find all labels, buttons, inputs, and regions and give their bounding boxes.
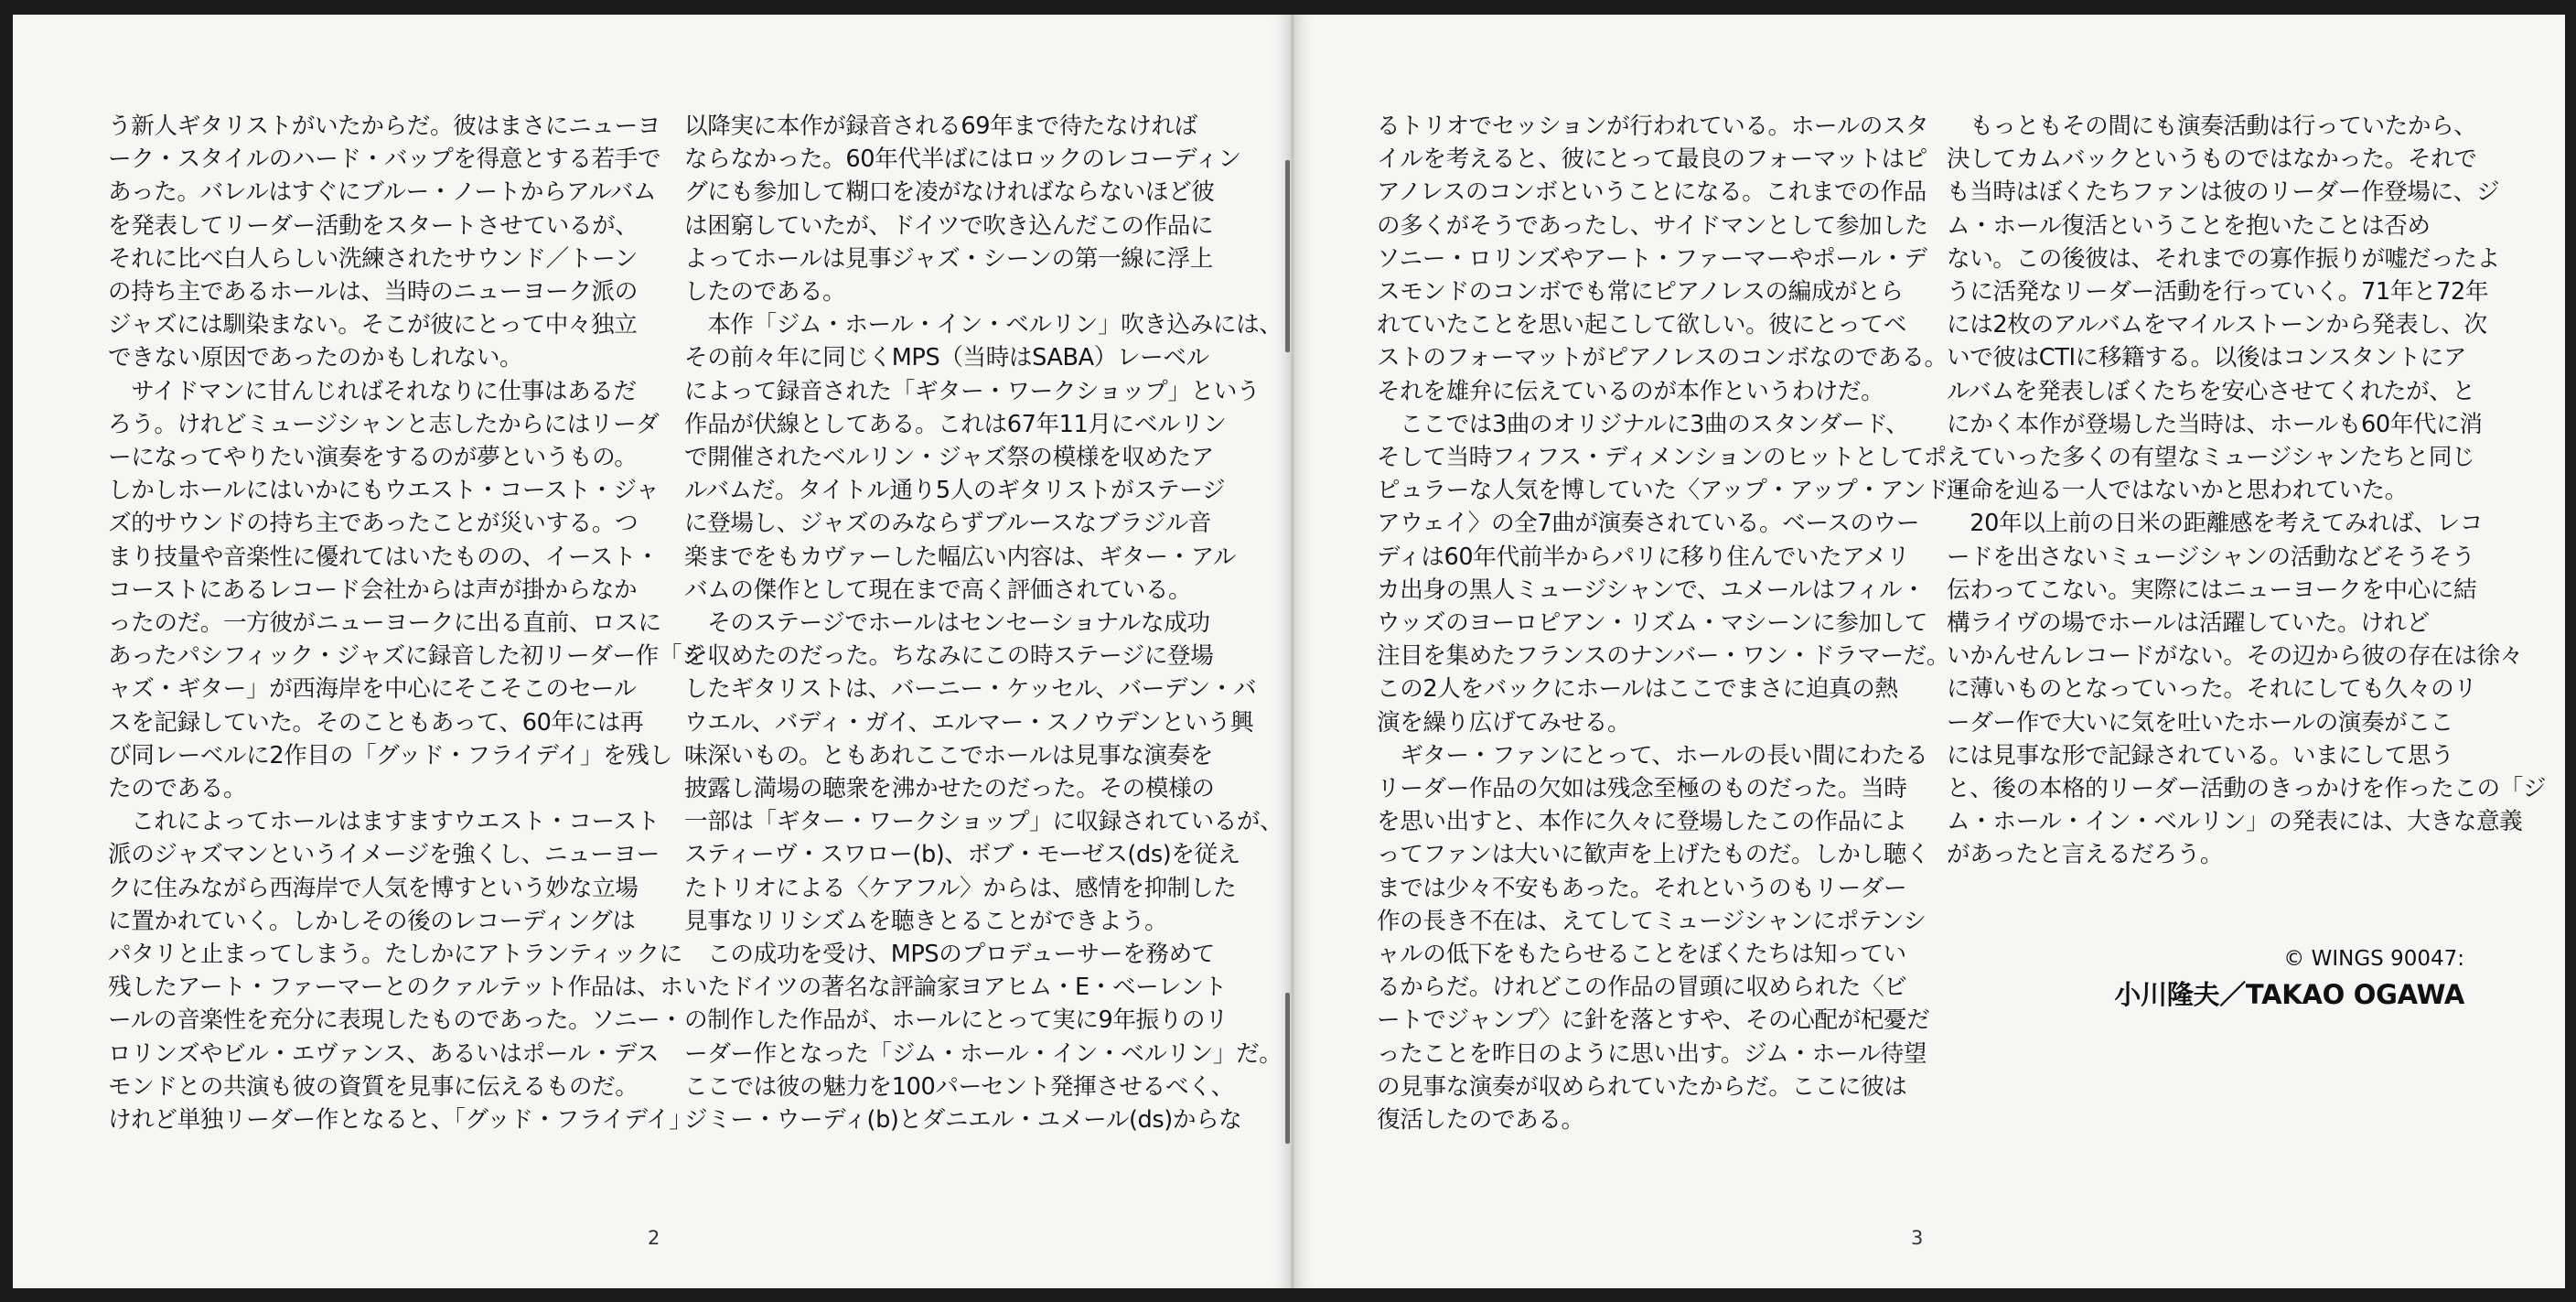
text-line: けれど単独リーダー作となると、「グッド・フライデイ」 xyxy=(108,1106,692,1135)
text-line: ーダー作となった「ジム・ホール・イン・ベルリン」だ。 xyxy=(684,1039,1283,1068)
text-line: び同レーベルに2作目の「グッド・フライデイ」を残し xyxy=(108,741,672,769)
text-line: れていたことを思い起こして欲しい。彼にとってベ xyxy=(1377,311,1906,339)
text-line: ソニー・ロリンズやアート・ファーマーやポール・デ xyxy=(1377,244,1927,273)
text-line: 伝わってこない。実際にはニューヨークを中心に結 xyxy=(1947,576,2477,604)
text-line: るからだ。けれどこの作品の冒頭に収められた〈ビ xyxy=(1377,974,1907,1002)
text-line: で開催されたベルリン・ジャズ祭の模様を収めたア xyxy=(684,444,1214,472)
text-line: 以降実に本作が録音される69年まで待たなければ xyxy=(684,113,1197,140)
text-line: 作品が伏線としてある。これは67年11月にベルリン xyxy=(684,410,1227,438)
right-page-column-1 xyxy=(1377,110,1972,1136)
text-line: したのである。 xyxy=(684,278,846,307)
text-line: たトリオによる〈ケアフル〉からは、感情を抑制した xyxy=(684,874,1237,902)
text-line: ャズ・ギター」が西海岸を中心にそこそこのセール xyxy=(108,675,637,704)
text-line: 20年以上前の日米の距離感を考えてみれば、レコ xyxy=(1947,510,2484,538)
left-page-column-1 xyxy=(108,110,705,1136)
text-line: カ出身の黒人ミュージシャンで、ユメールはフィル・ xyxy=(1377,576,1926,604)
text-line: ったことを昨日のように思い出す。ジム・ホール待望 xyxy=(1377,1039,1927,1068)
text-line: ピュラーな人気を博していた〈アップ・アップ・アンド・ xyxy=(1377,477,1972,505)
page-number-left: 2 xyxy=(648,1227,660,1249)
text-line: を発表してリーダー活動をスタートさせているが、 xyxy=(108,211,639,240)
text-line: できない原因であったのかもしれない。 xyxy=(108,344,523,372)
text-line: クに住みながら西海岸で人気を博すという妙な立場 xyxy=(108,874,639,902)
text-line: に置かれていく。しかしその後のレコーディングは xyxy=(108,907,636,935)
text-line: 本作「ジム・ホール・イン・ベルリン」吹き込みには、 xyxy=(684,311,1283,339)
text-line: るトリオでセッションが行われている。ホールのスタ xyxy=(1377,113,1929,140)
text-line: あった。バレルはすぐにブルー・ノートからアルバム xyxy=(108,178,657,207)
credit-block xyxy=(2114,947,2464,1012)
text-line: うに活発なリーダー活動を行っていく。71年と72年 xyxy=(1947,278,2489,307)
text-line: によって録音された「ギター・ワークショップ」という xyxy=(684,377,1261,405)
text-line: いで彼はCTIに移籍する。以後はコンスタントにア xyxy=(1947,344,2467,372)
text-line: えていった多くの有望なミュージシャンたちと同じ xyxy=(1947,444,2475,472)
text-line: ならなかった。60年代半ばにはロックのレコーディン xyxy=(684,145,1241,174)
text-line: と、後の本格的リーダー活動のきっかけを作ったこの「ジ xyxy=(1947,775,2547,803)
booklet-gutter xyxy=(1290,15,1295,1288)
text-line: ってファンは大いに歓声を上げたものだ。しかし聴く xyxy=(1377,841,1930,869)
text-line: いたドイツの著名な評論家ヨアヒム・E・ベーレント xyxy=(684,974,1227,1002)
text-line: 運命を辿る一人ではないかと思われていた。 xyxy=(1947,477,2408,505)
text-line: の多くがそうであったし、サイドマンとして参加した xyxy=(1377,211,1928,240)
page-number-right: 3 xyxy=(1911,1227,1924,1249)
text-line: の見事な演奏が収められていたからだ。ここに彼は xyxy=(1377,1072,1907,1101)
staple-top xyxy=(1285,160,1290,352)
text-line: もっともその間にも演奏活動は行っていたから、 xyxy=(1947,113,2477,140)
text-line: に登場し、ジャズのみならずブルースなブラジル音 xyxy=(684,510,1212,538)
text-line: 派のジャズマンというイメージを強くし、ニューヨー xyxy=(108,841,660,869)
text-line: ジャズには馴染まない。そこが彼にとって中々独立 xyxy=(108,311,638,339)
text-line: その前々年に同じくMPS（当時はSABA）レーベル xyxy=(684,344,1209,372)
text-line: を収めたのだった。ちなみにこの時ステージに登場 xyxy=(684,642,1214,671)
text-line: モンドとの共演も彼の資質を見事に伝えるものだ。 xyxy=(108,1072,639,1101)
text-line: ーダー作で大いに気を吐いたホールの演奏がここ xyxy=(1947,708,2453,737)
text-line: ャルの低下をもたらせることをぼくたちは知ってい xyxy=(1377,941,1906,969)
text-line: ーク・スタイルのハード・バップを得意とする若手で xyxy=(108,145,661,174)
text-line: ディは60年代前半からパリに移り住んでいたアメリ xyxy=(1377,543,1910,571)
text-line: ったのだ。一方彼がニューヨークに出る直前、ロスに xyxy=(108,609,661,638)
text-line: には見事な形で記録されている。いまにして思う xyxy=(1947,741,2454,769)
text-line: ここでは彼の魅力を100パーセント発揮させるべく、 xyxy=(684,1072,1234,1101)
text-line: ズ的サウンドの持ち主であったことが災いする。つ xyxy=(108,510,639,538)
text-line: そのステージでホールはセンセーショナルな成功 xyxy=(684,609,1210,638)
text-line: よってホールは見事ジャズ・シーンの第一線に浮上 xyxy=(684,244,1213,273)
text-line: まり技量や音楽性に優れてはいたものの、イースト・ xyxy=(108,543,660,571)
text-line: ム・ホール・イン・ベルリン」の発表には、大きな意義 xyxy=(1947,808,2523,836)
text-line: ジミー・ウーディ(b)とダニエル・ユメール(ds)からな xyxy=(684,1106,1242,1135)
text-line: ここでは3曲のオリジナルに3曲のスタンダード、 xyxy=(1377,410,1909,438)
text-line: スティーヴ・スワロー(b)、ボブ・モーゼス(ds)を従え xyxy=(684,841,1240,869)
text-line: そして当時フィフス・ディメンションのヒットとしてポ xyxy=(1377,444,1947,472)
text-line: コーストにあるレコード会社からは声が掛からなか xyxy=(108,576,638,604)
text-line: ない。この後彼は、それまでの寡作振りが嘘だったよ xyxy=(1947,244,2500,273)
text-line: には2枚のアルバムをマイルストーンから発表し、次 xyxy=(1947,311,2487,339)
credit-author: 小川隆夫／TAKAO OGAWA xyxy=(2114,979,2464,1010)
text-line: の持ち主であるホールは、当時のニューヨーク派の xyxy=(108,278,638,307)
text-line: グにも参加して糊口を凌がなければならないほど彼 xyxy=(684,178,1215,207)
text-line: しかしホールにはいかにもウエスト・コースト・ジャ xyxy=(108,477,660,505)
text-line: ーになってやりたい演奏をするのが夢というもの。 xyxy=(108,444,638,472)
text-line: ルバムを発表しぼくたちを安心させてくれたが、と xyxy=(1947,377,2475,405)
text-line: この2人をバックにホールはここでまさに迫真の熱 xyxy=(1377,675,1898,704)
text-line: サイドマンに甘んじればそれなりに仕事はあるだ xyxy=(108,377,637,405)
text-line: までは少々不安もあった。それというのもリーダー xyxy=(1377,874,1907,902)
text-line: にかく本作が登場した当時は、ホールも60年代に消 xyxy=(1947,410,2483,438)
text-line: う新人ギタリストがいたからだ。彼はまさにニューヨ xyxy=(108,113,660,140)
text-line: 見事なリリシズムを聴きとることができよう。 xyxy=(684,907,1168,935)
text-line: ストのフォーマットがピアノレスのコンボなのである。 xyxy=(1377,344,1948,372)
text-line: ウエル、バディ・ガイ、エルマー・スノウデンという興 xyxy=(684,708,1254,737)
left-page-column-2 xyxy=(684,110,1283,1136)
text-line: ロリンズやビル・エヴァンス、あるいはポール・デス xyxy=(108,1039,660,1068)
text-line: は困窮していたが、ドイツで吹き込んだこの作品に xyxy=(684,211,1214,240)
text-line: それを雄弁に伝えているのが本作というわけだ。 xyxy=(1377,377,1884,405)
text-line: あったパシフィック・ジャズに録音した初リーダー作「ジ xyxy=(108,642,705,671)
text-line: アウェイ〉の全7曲が演奏されている。ベースのウー xyxy=(1377,510,1920,538)
text-line: 注目を集めたフランスのナンバー・ワン・ドラマーだ。 xyxy=(1377,642,1950,671)
text-line: ウッズのヨーロピアン・リズム・マシーンに参加して xyxy=(1377,609,1928,638)
text-line: リーダー作品の欠如は残念至極のものだった。当時 xyxy=(1377,775,1907,803)
text-line: 一部は「ギター・ワークショップ」に収録されているが、 xyxy=(684,808,1283,836)
text-line: パタリと止まってしまう。たしかにアトランティックに xyxy=(108,941,682,969)
text-line: スモンドのコンボでも常にピアノレスの編成がとら xyxy=(1377,278,1904,307)
credit-copyright: © WINGS 90047: xyxy=(2283,947,2464,971)
text-line: これによってホールはますますウエスト・コースト xyxy=(108,808,660,836)
text-line: ードを出さないミュージシャンの活動などそうそう xyxy=(1947,543,2475,571)
text-line: ートでジャンプ〉に針を落とすや、その心配が杞憂だ xyxy=(1377,1006,1930,1035)
text-line: イルを考えると、彼にとって最良のフォーマットはピ xyxy=(1377,145,1927,174)
text-line: 決してカムバックというものではなかった。それで xyxy=(1947,145,2477,174)
text-line: 構ライヴの場でホールは活躍していた。けれど xyxy=(1947,609,2430,638)
text-line: ールの音楽性を充分に表現したものであった。ソニー・ xyxy=(108,1006,683,1035)
text-line: の制作した作品が、ホールにとって実に9年振りのリ xyxy=(684,1006,1229,1035)
text-line: たのである。 xyxy=(108,775,247,803)
text-line: それに比べ白人らしい洗練されたサウンド／トーン xyxy=(108,244,638,273)
text-line: ム・ホール復活ということを抱いたことは否め xyxy=(1947,211,2431,240)
text-line: も当時はぼくたちファンは彼のリーダー作登場に、ジ xyxy=(1947,178,2500,207)
text-line: 楽までをもカヴァーした幅広い内容は、ギター・アル xyxy=(684,543,1237,571)
text-line: ギター・ファンにとって、ホールの長い間にわたる xyxy=(1377,741,1928,769)
text-line: この成功を受け、MPSのプロデューサーを務めて xyxy=(684,941,1215,969)
text-line: 演を繰り広げてみせる。 xyxy=(1377,708,1631,737)
text-line: 復活したのである。 xyxy=(1377,1106,1584,1135)
text-line: 披露し満場の聴衆を沸かせたのだった。その模様の xyxy=(684,775,1215,803)
text-line: アノレスのコンボということになる。これまでの作品 xyxy=(1377,178,1927,207)
text-line: いかんせんレコードがない。その辺から彼の存在は徐々 xyxy=(1947,642,2523,671)
staple-bottom xyxy=(1285,993,1290,1144)
text-line: 味深いもの。ともあれここでホールは見事な演奏を xyxy=(684,741,1213,769)
text-line: スを記録していた。そのこともあって、60年には再 xyxy=(108,708,644,737)
text-line: ろう。けれどミュージシャンと志したからにはリーダ xyxy=(108,410,660,438)
text-line: 残したアート・ファーマーとのクァルテット作品は、ホ xyxy=(108,974,683,1002)
text-line: 作の長き不在は、えてしてミュージシャンにポテンシ xyxy=(1377,907,1927,935)
text-line: に薄いものとなっていった。それにしても久々のリ xyxy=(1947,675,2477,704)
right-page-column-2 xyxy=(1947,110,2547,872)
text-line: があったと言えるだろう。 xyxy=(1947,841,2224,869)
text-line: ルバムだ。タイトル通り5人のギタリストがステージ xyxy=(684,477,1226,505)
text-line: したギタリストは、バーニー・ケッセル、バーデン・バ xyxy=(684,675,1257,704)
text-line: を思い出すと、本作に久々に登場したこの作品によ xyxy=(1377,808,1907,836)
text-line: バムの傑作として現在まで高く評価されている。 xyxy=(684,576,1192,604)
